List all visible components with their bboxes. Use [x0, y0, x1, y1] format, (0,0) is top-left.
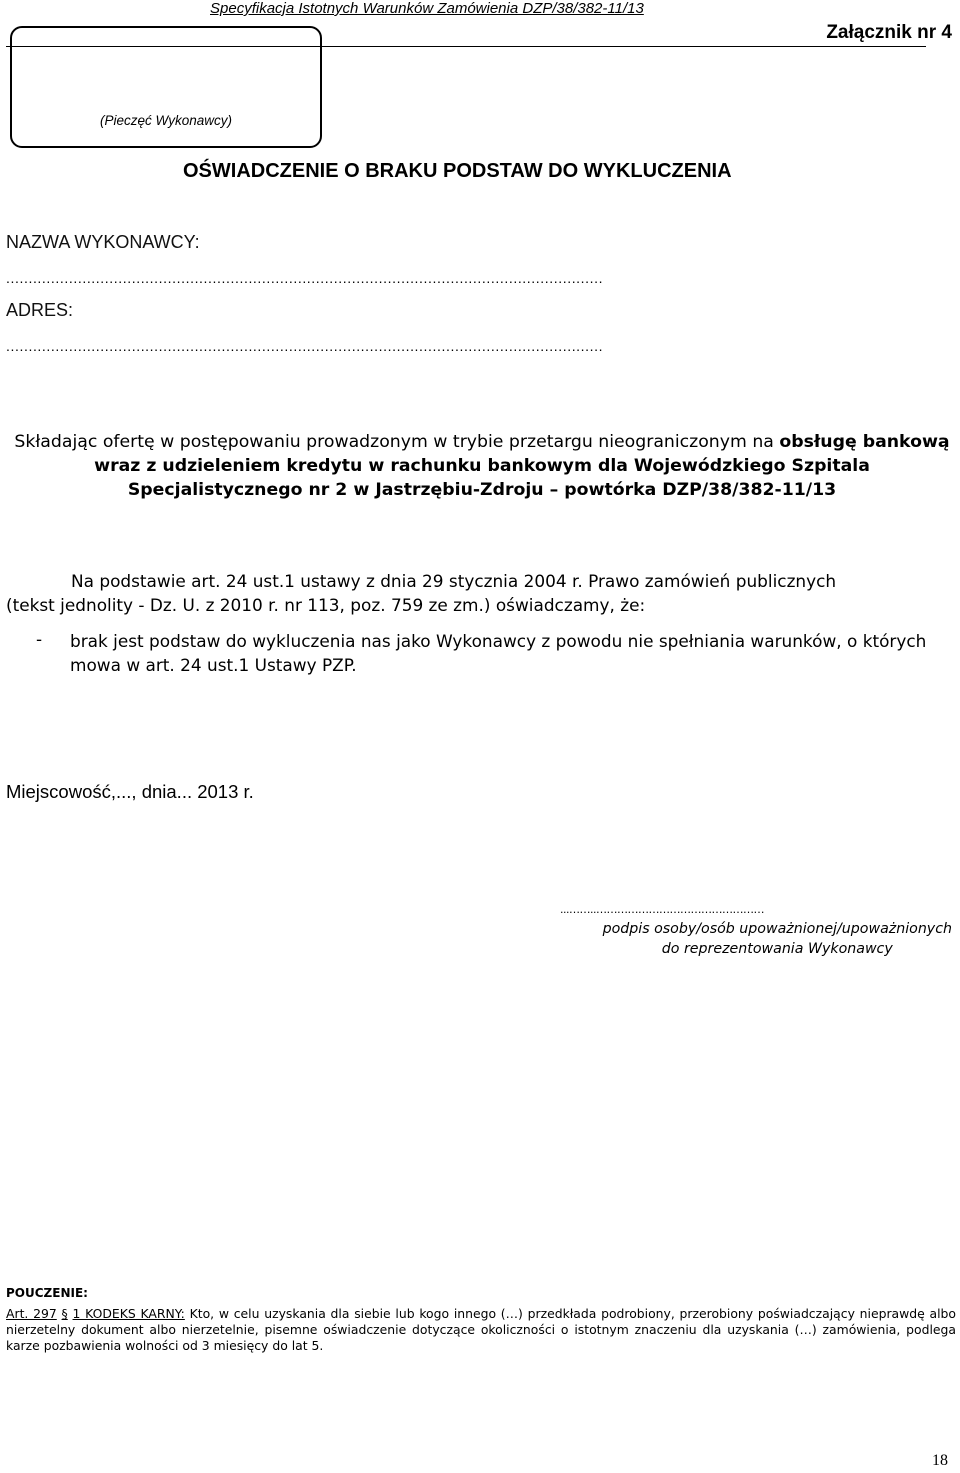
address-field[interactable]: .....................................................................................................................................: [6, 338, 604, 354]
intro-paragraph: [8, 430, 956, 502]
notice-article: Art. 297: [6, 1306, 57, 1321]
contractor-name-label: NAZWA WYKONAWCY:: [6, 232, 200, 252]
notice-title: POUCZENIE:: [6, 1286, 88, 1300]
statement-item: brak jest podstaw do wykluczenia nas jako Wykonawcy z powodu nie spełniania warunków, o których mowa w art. 24 ust.1 Ustawy PZP.: [70, 631, 927, 675]
signature-label-line-1: podpis osoby/osób upoważnionej/upoważnionych: [602, 921, 952, 937]
intro-subject: obsługę bankową wraz z udzieleniem kredytu w rachunku bankowym dla Wojewódzkiego Szpitala Specjalistycznego nr 2 w Jastrzębiu-Zdroju – powtórka DZP/38/382-11/13: [94, 432, 950, 500]
signature-label-line-2: do reprezentowania Wykonawcy: [661, 941, 893, 957]
document-title: OŚWIADCZENIE O BRAKU PODSTAW DO WYKLUCZENIA: [183, 160, 732, 182]
statement-line-2: (tekst jednolity - Dz. U. z 2010 r. nr 113, poz. 759 ze zm.) oświadczamy, że:: [6, 595, 646, 615]
stamp-box: [10, 26, 322, 148]
header-title: Specyfikacja Istotnych Warunków Zamówienia DZP/38/382-11/13: [210, 0, 644, 17]
page-number: 18: [932, 1452, 948, 1469]
address-label: ADRES:: [6, 300, 74, 320]
place-date: Miejscowość,..., dnia... 2013 r.: [6, 781, 254, 802]
signature-line[interactable]: ...……..…………………………………………: [560, 903, 764, 916]
notice-code: 1 KODEKS KARNY:: [72, 1306, 185, 1321]
contractor-name-field[interactable]: .....................................................................................................................................: [6, 270, 604, 286]
notice-section-icon: §: [61, 1306, 68, 1321]
statement-line-1: Na podstawie art. 24 ust.1 ustawy z dnia 29 stycznia 2004 r. Prawo zamówień publicznych: [71, 571, 837, 591]
stamp-label: (Pieczęć Wykonawcy): [99, 113, 233, 128]
statement-paragraph: [6, 569, 960, 617]
notice-body: Kto, w celu uzyskania dla siebie lub kogo innego (…) przedkłada podrobiony, przerobiony poświadczający nieprawdę albo nierzetelny dokument albo nierzetelnie, pisemne oświadczenie dotyczące okoliczności o istotnym znaczeniu dla uzyskania (…) zamówienia, podlega karze pozbawienia wolności od 3 miesięcy do lat 5.: [6, 1306, 956, 1353]
list-dash: -: [36, 629, 43, 649]
signature-label: [603, 919, 952, 959]
intro-text: Składając ofertę w postępowaniu prowadzonym w trybie przetargu nieograniczonym na: [14, 432, 780, 452]
annex-label: Załącznik nr 4: [826, 22, 952, 43]
notice-text: [6, 1306, 956, 1354]
